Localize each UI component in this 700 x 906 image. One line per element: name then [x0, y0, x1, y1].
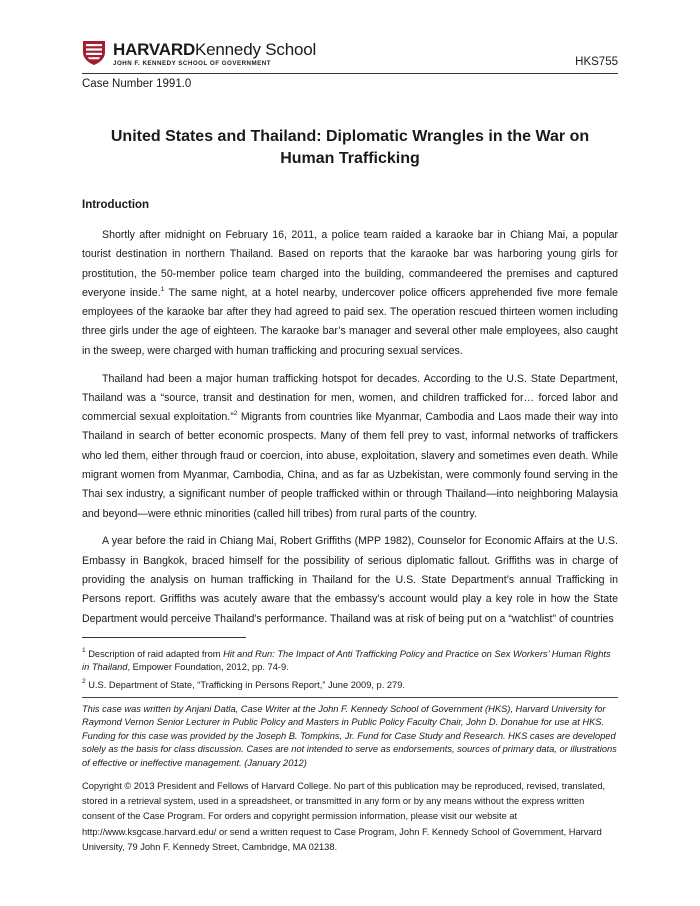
footnote-2-text: U.S. Department of State, “Trafficking in Persons Report,” June 2009, p. 279.: [85, 680, 405, 690]
harvard-shield-icon: [82, 40, 106, 66]
footnote-1-text-b: , Empower Foundation, 2012, pp. 74-9.: [127, 662, 289, 672]
body-text: [82, 226, 618, 637]
case-number: Case Number 1991.0: [82, 78, 192, 90]
logo-subtitle: JOHN F. KENNEDY SCHOOL OF GOVERNMENT: [113, 60, 272, 67]
document-id: HKS755: [575, 56, 618, 68]
footnote-1-number: 1: [82, 647, 86, 654]
paragraph-2-text-b: Migrants from countries like Myanmar, Cambodia and Laos made their way into Thailand in search of better economic prospects. Many of them fell prey to vast, informal networks of traffickers who led them, either through fraud or coercion, into abuse, exploitation, slavery and sometimes even death. While migrant women from Myanmar, Cambodia, China, and as far as Uzbekistan, were commonly found serving in the Thai sex industry, a significant number of people trafficked within or through Thailand—into neighboring Malaysia and beyond—were ethnic minorities (called hill tribes) from rural parts of the country.: [82, 411, 619, 520]
logo-harvard: HARVARD: [113, 40, 196, 59]
page-header: [82, 40, 618, 70]
footnote-2: [82, 679, 618, 692]
logo-wordmark: [113, 40, 316, 60]
paragraph-1-text-a: Shortly after midnight on February 16, 2011, a police team raided a karaoke bar in Chiang Mai, a popular tourist destination in northern Thailand. Based on reports that the karaoke bar was harboring young girls for prostitution, the 50-member police team charged into the building, commandeered the premises and captured everyone inside.: [82, 229, 618, 299]
paragraph-2: [82, 370, 618, 524]
paragraph-1-text-b: The same night, at a hotel nearby, undercover police officers apprehended five more female employees of the karaoke bar after they had agreed to paid sex. The operation rescued thirteen women including three girls under the age of eighteen. The karaoke bar’s manager and several other male employees, also caught in the sweep, were charged with human trafficking and procuring sexual services.: [82, 286, 618, 357]
copyright-notice: Copyright © 2013 President and Fellows of Harvard College. No part of this publication may be reproduced, revised, translated, stored in a retrieval system, used in a spreadsheet, or transmitted in any form or by any means without the express written consent of the Case Program. For orders and copyright permission information, please visit our website at http://www.ksgcase.harvard.edu/ or send a written request to Case Program, John F. Kennedy School of Government, Harvard University, 79 John F. Kennedy Street, Cambridge, MA 02138.: [82, 781, 606, 852]
paragraph-3: A year before the raid in Chiang Mai, Robert Griffiths (MPP 1982), Counselor for Economic Affairs at the U.S. Embassy in Bangkok, braced himself for the possibility of serious diplomatic fallout. Griffiths was in charge of providing the analysis on human trafficking in Thailand for the U.S. State Department’s annual Trafficking in Persons report. Griffiths was acutely aware that the embassy’s account would play a key role in how the State Department would perceive Thailand’s performance. Thailand was at risk of being put on a “watchlist” of countries: [82, 535, 618, 625]
case-disclaimer: This case was written by Anjani Datla, Case Writer at the John F. Kennedy School of Government (HKS), Harvard University for Raymond Vernon Senior Lecturer in Public Policy and Masters in Public Policy Faculty Chair, John D. Donahue for use at HKS. Funding for this case was provided by the Joseph B. Tompkins, Jr. Fund for Case Study and Research. HKS cases are developed solely as the basis for class discussion. Cases are not intended to serve as endorsements, sources of primary data, or illustrations of effective or ineffective management. (January 2012): [82, 704, 617, 768]
footnote-1-title: Hit and Run: The Impact of Anti Trafficking Policy and Practice on Sex Workers’ Human Rights in Thailand: [82, 649, 611, 672]
paragraph-1: [82, 226, 618, 361]
section-heading: Introduction: [82, 199, 150, 211]
footnote-ref-1: 1: [160, 285, 165, 293]
disclaimer-divider: [82, 697, 618, 698]
paragraph-2-text-a: Thailand had been a major human trafficking hotspot for decades. According to the U.S. State Department, Thailand was a “source, transit and destination for men, women, and children trafficked for… forced labor and commercial sexual exploitation.”: [82, 372, 618, 424]
header-divider: [82, 73, 618, 74]
page-title: United States and Thailand: Diplomatic Wrangles in the War on Human Trafficking: [110, 128, 590, 167]
footnote-ref-2: 2: [233, 410, 238, 418]
logo-kennedy-school: Kennedy School: [195, 40, 317, 59]
footnote-divider: [82, 637, 246, 638]
footnotes: [82, 648, 618, 697]
footnote-1: [82, 648, 618, 674]
footnote-2-number: 2: [82, 678, 86, 685]
footnote-1-text-a: Description of raid adapted from: [85, 649, 224, 659]
